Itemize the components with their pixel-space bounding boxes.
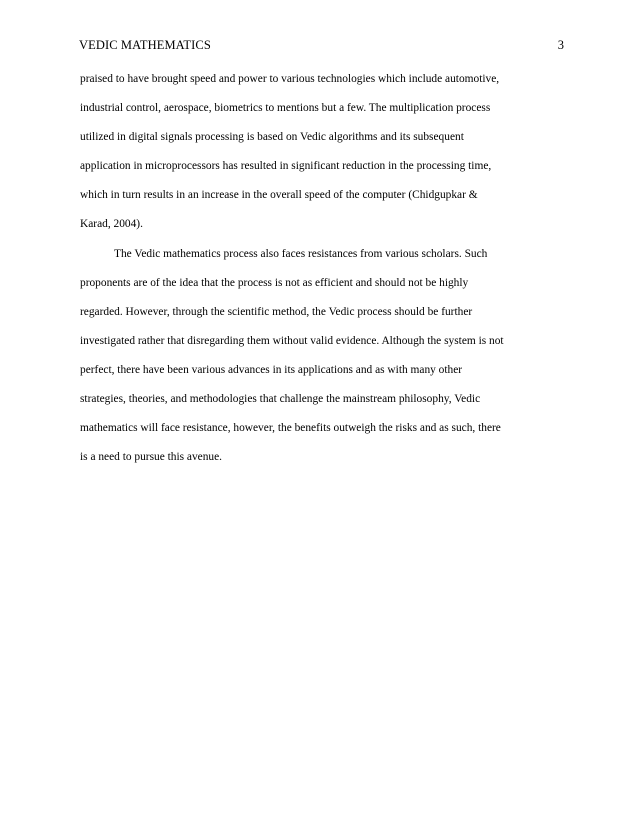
text-line: strategies, theories, and methodologies that challenge the mainstream philosophy, Vedic <box>80 393 481 406</box>
text-line: application in microprocessors has resulted in significant reduction in the processing time, <box>80 160 492 173</box>
text-line: is a need to pursue this avenue. <box>80 451 223 464</box>
running-head-title: VEDIC MATHEMATICS <box>79 38 211 52</box>
text-line: praised to have brought speed and power to various technologies which include automotive, <box>80 73 500 85</box>
text-line: which in turn results in an increase in the overall speed of the computer (Chidgupkar & <box>80 189 478 202</box>
paragraph-1 <box>80 65 570 240</box>
text-line: Karad, 2004). <box>80 218 143 231</box>
text-line: perfect, there have been various advances in its applications and as with many other <box>80 363 463 376</box>
text-line: mathematics will face resistance, however, the benefits outweigh the risks and as such, there <box>80 422 501 435</box>
text-line: industrial control, aerospace, biometrics to mentions but a few. The multiplication process <box>80 102 491 115</box>
text-line: The Vedic mathematics process also faces resistances from various scholars. Such <box>114 247 488 260</box>
body-text <box>80 65 570 472</box>
page-number: 3 <box>557 38 564 52</box>
paragraph-2 <box>80 240 570 473</box>
text-line: utilized in digital signals processing is based on Vedic algorithms and its subsequent <box>80 131 464 144</box>
running-header <box>79 36 564 54</box>
text-line: proponents are of the idea that the process is not as efficient and should not be highly <box>80 276 469 289</box>
text-line: investigated rather that disregarding them without valid evidence. Although the system is not <box>80 334 504 347</box>
text-line: regarded. However, through the scientific method, the Vedic process should be further <box>80 305 473 318</box>
